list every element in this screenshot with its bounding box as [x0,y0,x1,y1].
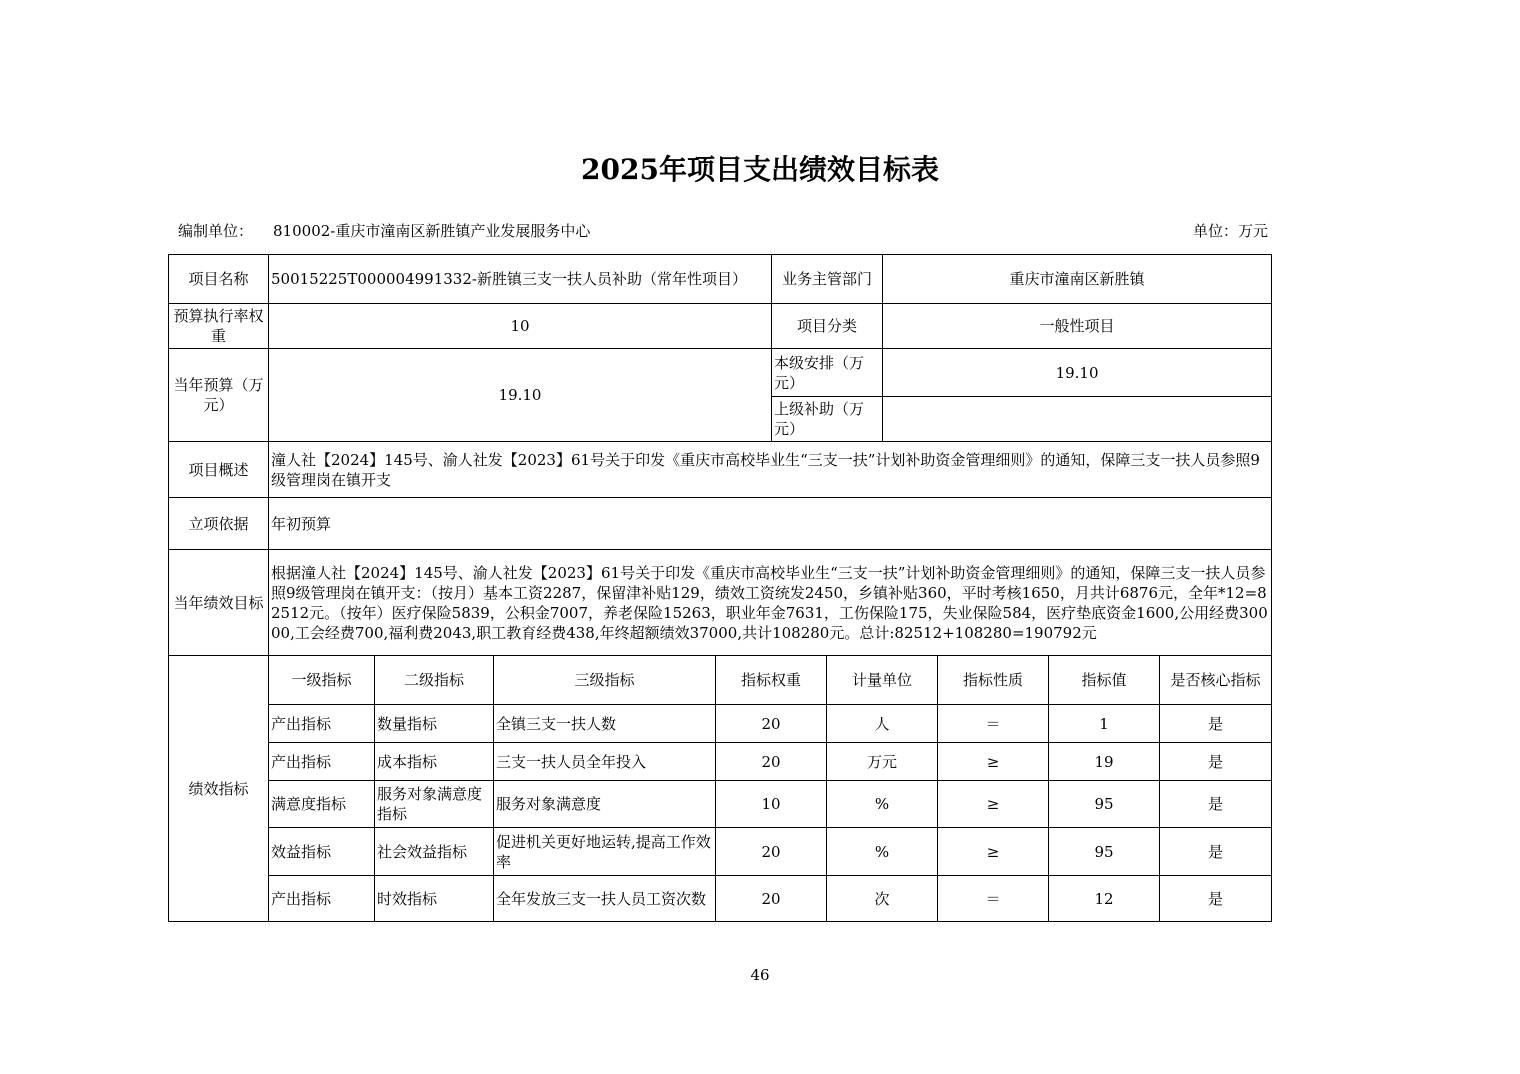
indicator-nature: ≥ [938,743,1049,781]
budget-value: 19.10 [269,349,772,442]
compiling-unit [178,220,590,241]
indicator-weight: 10 [716,781,827,828]
upper-subsidy-value [883,397,1272,442]
indicator-nature: ≥ [938,781,1049,828]
compiling-unit-label: 编制单位： [178,222,254,240]
indicator-level1: 效益指标 [269,828,375,876]
basis-label: 立项依据 [169,498,269,550]
overview-value: 潼人社【2024】145号、渝人社发【2023】61号关于印发《重庆市高校毕业生“三支一扶”计划补助资金管理细则》的通知，保障三支一扶人员参照9级管理岗在镇开支 [269,442,1272,498]
indicator-level2: 成本指标 [375,743,494,781]
performance-table [168,254,1272,922]
budget-label: 当年预算（万元） [169,349,269,442]
indicator-level2: 服务对象满意度指标 [375,781,494,828]
indicator-level3: 全年发放三支一扶人员工资次数 [494,876,716,922]
header-weight: 指标权重 [716,656,827,705]
category-value: 一般性项目 [883,304,1272,349]
indicator-level1: 产出指标 [269,743,375,781]
category-label: 项目分类 [772,304,883,349]
indicator-level1: 满意度指标 [269,781,375,828]
indicator-unit: 次 [827,876,938,922]
dept-value: 重庆市潼南区新胜镇 [883,255,1272,304]
header-level2: 二级指标 [375,656,494,705]
header-value: 指标值 [1049,656,1160,705]
indicator-nature: ＝ [938,876,1049,922]
indicator-core: 是 [1160,705,1272,743]
header-core: 是否核心指标 [1160,656,1272,705]
indicator-value: 1 [1049,705,1160,743]
indicator-level3: 全镇三支一扶人数 [494,705,716,743]
currency-unit: 单位：万元 [1192,222,1268,240]
weight-label: 预算执行率权重 [169,304,269,349]
indicator-core: 是 [1160,876,1272,922]
row-overview [169,442,1272,498]
indicator-nature: ≥ [938,828,1049,876]
indicator-value: 95 [1049,828,1160,876]
indicator-unit: % [827,781,938,828]
indicator-row [169,743,1272,781]
indicator-level3: 服务对象满意度 [494,781,716,828]
row-goal [169,550,1272,656]
indicator-weight: 20 [716,828,827,876]
indicator-row [169,828,1272,876]
compiling-unit-value: 810002-重庆市潼南区新胜镇产业发展服务中心 [273,222,591,240]
indicator-row [169,781,1272,828]
indicators-section-label: 绩效指标 [169,656,269,922]
indicator-level1: 产出指标 [269,876,375,922]
indicator-level1: 产出指标 [269,705,375,743]
row-project-name [169,255,1272,304]
project-name-label: 项目名称 [169,255,269,304]
page-title: 2025年项目支出绩效目标表 [581,153,939,186]
header-unit: 计量单位 [827,656,938,705]
overview-label: 项目概述 [169,442,269,498]
indicator-level2: 社会效益指标 [375,828,494,876]
local-arrangement-value: 19.10 [883,349,1272,397]
upper-subsidy-label: 上级补助（万元） [772,397,883,442]
header-level3: 三级指标 [494,656,716,705]
indicator-weight: 20 [716,705,827,743]
goal-value: 根据潼人社【2024】145号、渝人社发【2023】61号关于印发《重庆市高校毕业生“三支一扶”计划补助资金管理细则》的通知，保障三支一扶人员参照9级管理岗在镇开支：（按月）基本工资2287，保留津补贴129，绩效工资统发2450，乡镇补贴360，平时考核1650，月共计6876元，全年*12=82512元。（按年）医疗保险5839，公积金7007，养老保险15263，职业年金7631，工伤保险175，失业保险584，医疗垫底资金1600,公用经费30000,工会经费700,福利费2043,职工教育经费438,年终超额绩效37000,共计108280元。总计:82512+108280=190792元 [269,550,1272,656]
indicator-row [169,876,1272,922]
indicator-header-row [169,656,1272,705]
row-basis [169,498,1272,550]
indicator-nature: ＝ [938,705,1049,743]
indicator-level3: 三支一扶人员全年投入 [494,743,716,781]
indicator-weight: 20 [716,743,827,781]
indicator-unit: 万元 [827,743,938,781]
row-weight [169,304,1272,349]
goal-label: 当年绩效目标 [169,550,269,656]
indicator-core: 是 [1160,743,1272,781]
indicator-value: 19 [1049,743,1160,781]
indicator-core: 是 [1160,828,1272,876]
indicator-value: 12 [1049,876,1160,922]
row-budget [169,349,1272,397]
indicator-level2: 时效指标 [375,876,494,922]
indicator-unit: % [827,828,938,876]
basis-value: 年初预算 [269,498,1272,550]
indicator-unit: 人 [827,705,938,743]
header-nature: 指标性质 [938,656,1049,705]
indicator-value: 95 [1049,781,1160,828]
indicator-row [169,705,1272,743]
project-name-value: 50015225T000004991332-新胜镇三支一扶人员补助（常年性项目） [269,255,772,304]
weight-value: 10 [269,304,772,349]
page-number: 46 [750,966,770,984]
indicator-weight: 20 [716,876,827,922]
indicator-core: 是 [1160,781,1272,828]
local-arrangement-label: 本级安排（万元） [772,349,883,397]
header-level1: 一级指标 [269,656,375,705]
indicator-level3: 促进机关更好地运转,提高工作效率 [494,828,716,876]
indicator-level2: 数量指标 [375,705,494,743]
dept-label: 业务主管部门 [772,255,883,304]
